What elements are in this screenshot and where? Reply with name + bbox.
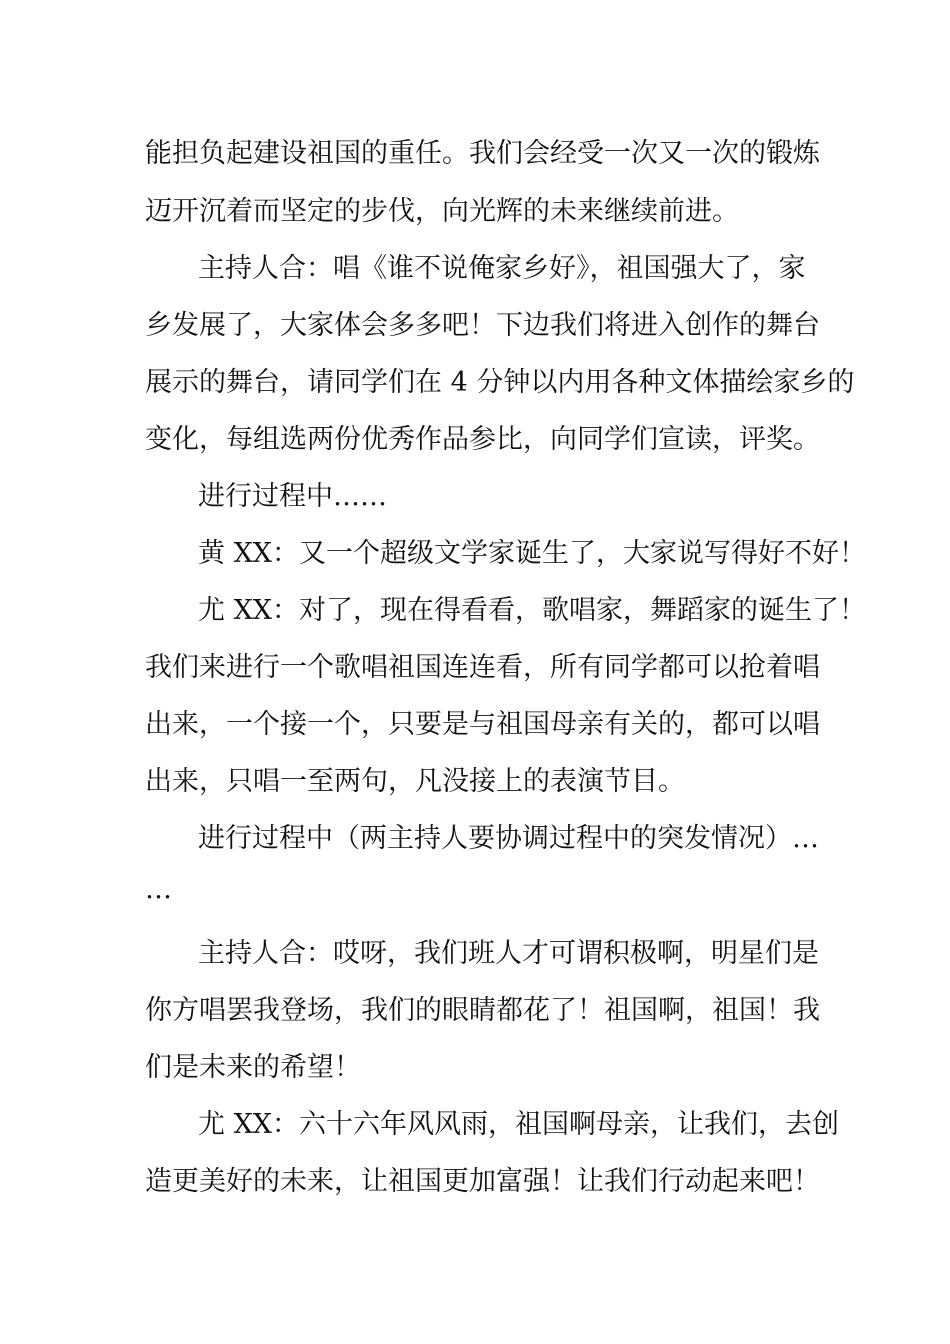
text-line: 我们来进行一个歌唱祖国连连看，所有同学都可以抢着唱 <box>145 652 820 683</box>
text-line: 黄 XX：又一个超级文学家诞生了，大家说写得好不好！ <box>198 538 867 569</box>
text-line: 出来，一个接一个，只要是与祖国母亲有关的，都可以唱 <box>145 709 820 740</box>
text-line: … <box>145 874 172 905</box>
text-line: 进行过程中…… <box>198 481 387 512</box>
text-line: 造更美好的未来，让祖国更加富强！让我们行动起来吧！ <box>145 1166 820 1197</box>
text-line: 们是未来的希望！ <box>145 1052 361 1083</box>
text-line: 变化，每组选两份优秀作品参比，向同学们宣读，评奖。 <box>145 424 820 455</box>
text-line: 主持人合：哎呀，我们班人才可谓积极啊，明星们是 <box>198 938 819 969</box>
text-line: 迈开沉着而坚定的步伐，向光辉的未来继续前进。 <box>145 196 739 227</box>
text-line: 能担负起建设祖国的重任。我们会经受一次又一次的锻炼 <box>145 138 820 169</box>
text-line: 尤 XX：对了，现在得看看，歌唱家，舞蹈家的诞生了！ <box>198 595 867 626</box>
text-line: 主持人合：唱《谁不说俺家乡好》，祖国强大了，家 <box>198 253 806 284</box>
text-line: 出来，只唱一至两句，凡没接上的表演节目。 <box>145 766 685 797</box>
text-line: 进行过程中（两主持人要协调过程中的突发情况）… <box>198 823 819 854</box>
text-line: 你方唱罢我登场，我们的眼睛都花了！祖国啊，祖国！我 <box>145 995 820 1026</box>
text-line: 尤 XX：六十六年风风雨，祖国啊母亲，让我们，去创 <box>198 1109 840 1140</box>
text-line: 乡发展了，大家体会多多吧！下边我们将进入创作的舞台 <box>145 310 820 341</box>
text-line: 展示的舞台，请同学们在 4 分钟以内用各种文体描绘家乡的 <box>145 367 855 398</box>
